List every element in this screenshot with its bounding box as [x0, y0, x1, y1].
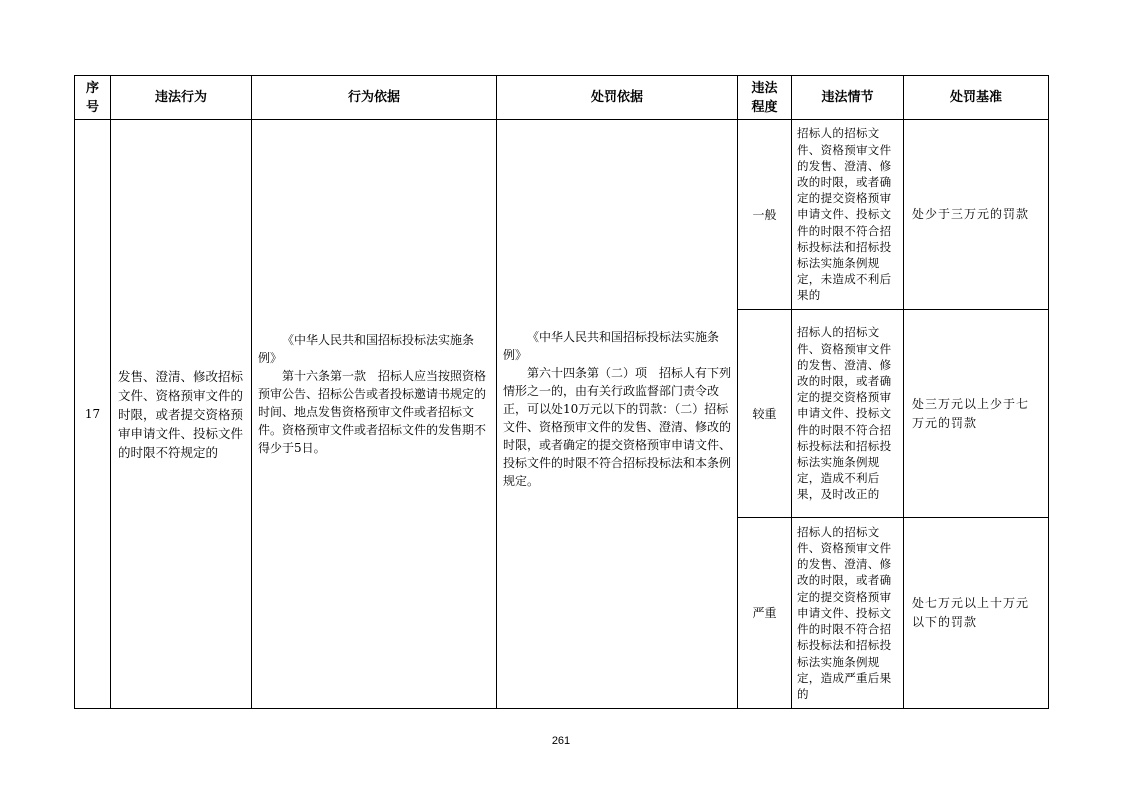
- standard-serious-cell: [904, 310, 1049, 518]
- row-number: 17: [75, 120, 111, 709]
- header-circumstance: 违法情节: [792, 76, 904, 120]
- circumstance-general: 招标人的招标文件、资格预审文件的发售、澄清、修改的时限，或者确定的提交资格预审申请文件、投标文件的时限不符合招标投标法和招标投标法实施条例规定，未造成不利后果的: [797, 126, 892, 303]
- circumstance-severe: 招标人的招标文件、资格预审文件的发售、澄清、修改的时限，或者确定的提交资格预审申请文件、投标文件的时限不符合招标投标法和招标投标法实施条例规定，造成严重后果的: [797, 524, 892, 701]
- basis-title: 《中华人民共和国招标投标法实施条例》: [258, 333, 475, 365]
- behavior-text: 发售、澄清、修改招标文件、资格预审文件的时限，或者提交资格预审申请文件、投标文件的时限不符规定的: [118, 368, 244, 460]
- header-degree: 违法程度: [738, 76, 792, 120]
- degree-severe: 严重: [738, 518, 792, 709]
- header-row: [75, 76, 1049, 120]
- degree-serious: 较重: [738, 310, 792, 518]
- header-basis: 行为依据: [252, 76, 497, 120]
- basis-body: 第十六条第一款 招标人应当按照资格预审公告、招标公告或者投标邀请书规定的时间、地点发售资格预审文件或者招标文件。资格预审文件或者招标文件的发售期不得少于5日。: [258, 369, 487, 455]
- standard-serious: 处三万元以上少于七万元的罚款: [912, 396, 1030, 430]
- circumstance-serious: 招标人的招标文件、资格预审文件的发售、澄清、修改的时限，或者确定的提交资格预审申请文件、投标文件的时限不符合招标投标法和招标投标法实施条例规定，造成不利后果，及时改正的: [797, 325, 892, 502]
- penalty-table: [74, 75, 1049, 709]
- standard-general-cell: [904, 120, 1049, 310]
- circumstance-serious-cell: [792, 310, 904, 518]
- standard-general: 处少于三万元的罚款: [912, 207, 1030, 221]
- standard-severe-cell: [904, 518, 1049, 709]
- standard-severe: 处七万元以上十万元以下的罚款: [912, 596, 1030, 629]
- header-standard: 处罚基准: [904, 76, 1049, 120]
- penalty-basis-title: 《中华人民共和国招标投标法实施条例》: [503, 330, 720, 362]
- circumstance-severe-cell: [792, 518, 904, 709]
- penalty-basis-cell: [497, 120, 738, 709]
- header-no: 序号: [75, 76, 111, 120]
- basis-cell: [252, 120, 497, 709]
- behavior-cell: [111, 120, 252, 709]
- degree-general: 一般: [738, 120, 792, 310]
- circumstance-general-cell: [792, 120, 904, 310]
- header-behavior: 违法行为: [111, 76, 252, 120]
- page-number: 261: [551, 735, 571, 747]
- header-penalty-basis: 处罚依据: [497, 76, 738, 120]
- table-row: [75, 120, 1049, 310]
- penalty-basis-body: 第六十四条第（二）项 招标人有下列情形之一的，由有关行政监督部门责令改正，可以处10万元以下的罚款：（二）招标文件、资格预审文件的发售、澄清、修改的时限，或者确定的提交资格预审申请文件、投标文件的时限不符合招标投标法和本条例规定。: [503, 366, 732, 488]
